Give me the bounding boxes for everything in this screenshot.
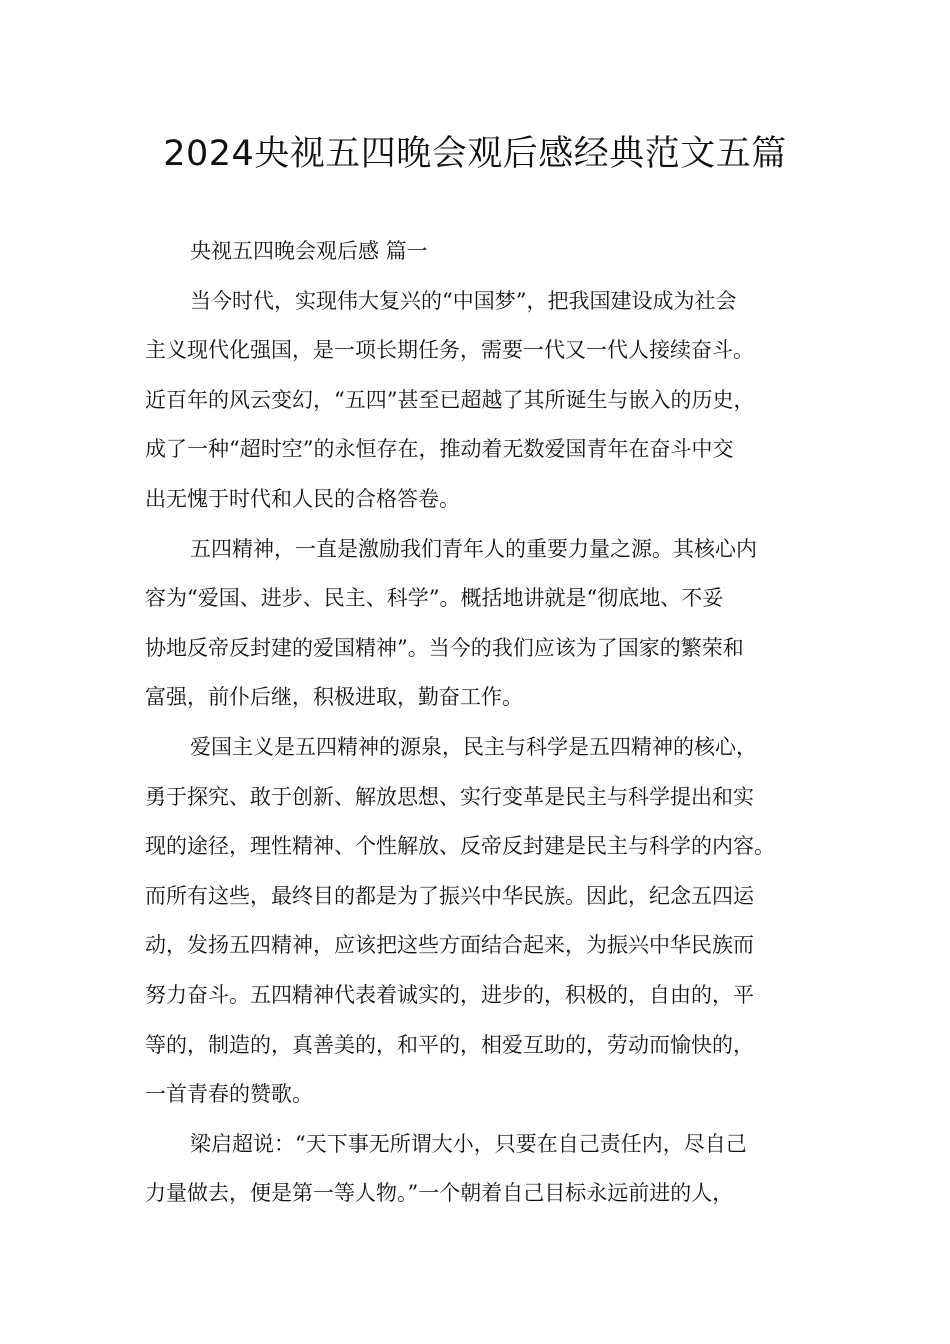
paragraph-line: 主义现代化强国，是一项长期任务，需要一代又一代人接续奋斗。 (145, 338, 754, 363)
document-body (145, 227, 810, 1219)
paragraph-line: 当今时代，实现伟大复兴的“中国梦”，把我国建设成为社会 (190, 288, 737, 313)
paragraph-line: 勇于探究、敢于创新、解放思想、实行变革是民主与科学提出和实 (145, 784, 754, 809)
paragraph-line: 力量做去，便是第一等人物。”一个朝着自己目标永远前进的人， (145, 1181, 734, 1206)
paragraph-line: 梁启超说：“天下事无所谓大小，只要在自己责任内，尽自己 (190, 1131, 747, 1156)
paragraph-line: 一首青春的赞歌。 (145, 1082, 313, 1107)
document-title: 2024央视五四晚会观后感经典范文五篇 (163, 134, 787, 174)
paragraph-line: 近百年的风云变幻，“五四”甚至已超越了其所诞生与嵌入的历史， (145, 387, 755, 412)
section-heading: 央视五四晚会观后感 篇一 (190, 239, 428, 263)
paragraph-line: 努力奋斗。五四精神代表着诚实的，进步的，积极的，自由的，平 (145, 982, 754, 1007)
paragraph-line: 成了一种“超时空”的永恒存在，推动着无数爱国青年在奋斗中交 (145, 437, 734, 462)
paragraph-line: 爱国主义是五四精神的源泉，民主与科学是五四精神的核心， (190, 734, 757, 759)
paragraph-line: 动，发扬五四精神，应该把这些方面结合起来，为振兴中华民族而 (145, 933, 754, 958)
paragraph-line: 富强，前仆后继，积极进取，勤奋工作。 (145, 685, 523, 710)
paragraph-line: 五四精神，一直是激励我们青年人的重要力量之源。其核心内 (190, 536, 757, 561)
paragraph-line: 容为“爱国、进步、民主、科学”。概括地讲就是“彻底地、不妥 (145, 586, 724, 611)
paragraph-line: 等的，制造的，真善美的，和平的，相爱互助的，劳动而愉快的， (145, 1032, 754, 1057)
paragraph-line: 而所有这些，最终目的都是为了振兴中华民族。因此，纪念五四运 (145, 883, 754, 908)
paragraph-line: 协地反帝反封建的爱国精神”。当今的我们应该为了国家的繁荣和 (145, 635, 744, 660)
paragraph-line: 出无愧于时代和人民的合格答卷。 (145, 486, 460, 511)
paragraph-line: 现的途径，理性精神、个性解放、反帝反封建是民主与科学的内容。 (145, 834, 775, 859)
